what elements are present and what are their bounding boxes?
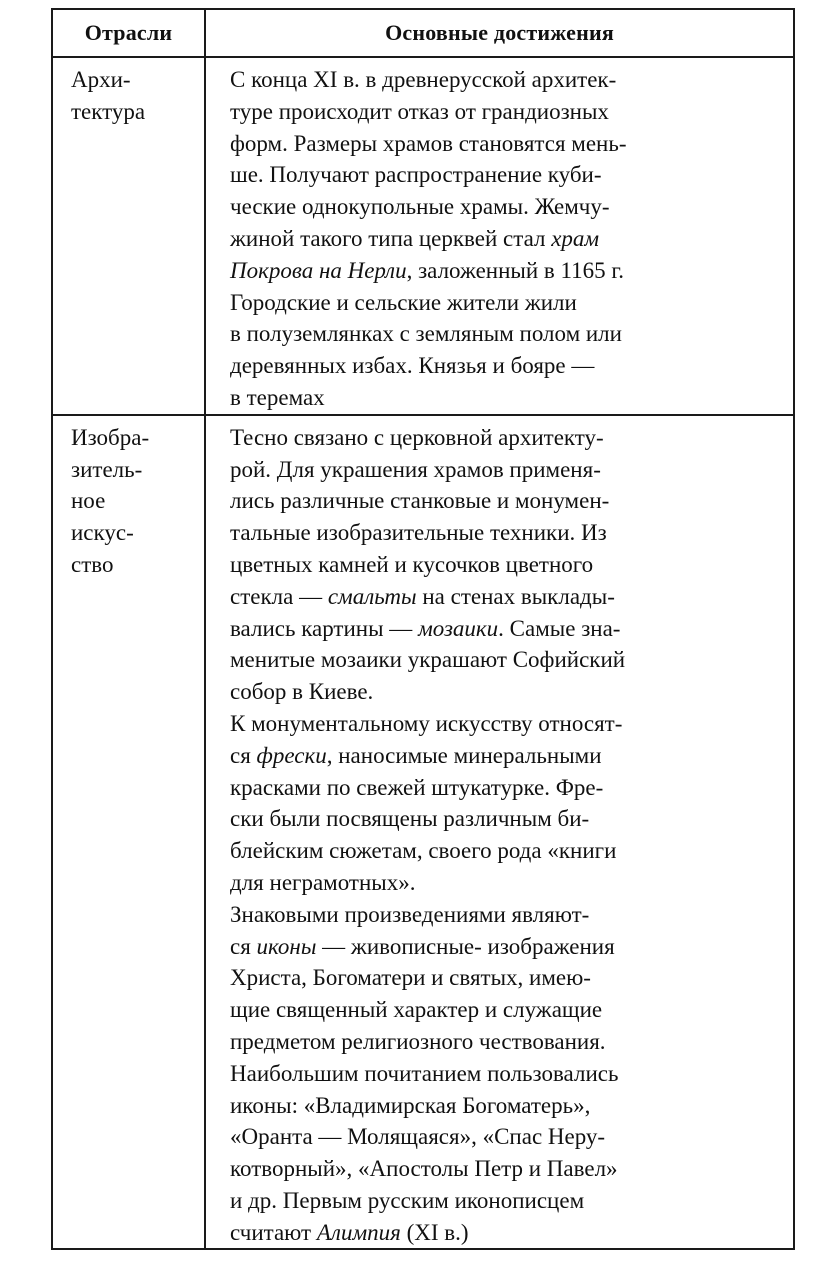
- text-segment: вались картины —: [230, 615, 419, 641]
- text-line: [230, 350, 793, 382]
- text-segment: — живописные- изображения: [316, 933, 615, 959]
- table-row-fine-art: [52, 415, 794, 1250]
- text-line: [230, 454, 793, 486]
- table-row-architecture: [52, 57, 794, 415]
- branch-line: ное: [71, 488, 106, 514]
- text-segment: для неграмотных».: [230, 869, 416, 895]
- text-line: [230, 899, 793, 931]
- text-line: [230, 931, 793, 963]
- text-segment: Тесно связано с церковной архитекту-: [230, 424, 604, 450]
- text-segment: лись различные станковые и монумен-: [230, 488, 610, 514]
- header-row: [52, 9, 794, 57]
- text-line: [230, 1058, 793, 1090]
- text-segment: жиной такого типа церквей стал: [230, 225, 552, 251]
- text-segment: ся: [230, 742, 257, 768]
- text-line: [230, 994, 793, 1026]
- achievements-cell: [205, 57, 794, 415]
- text-segment: стекла —: [230, 583, 328, 609]
- text-line: [230, 581, 793, 613]
- text-segment: рой. Для украшения храмов применя-: [230, 456, 601, 482]
- text-line: [230, 708, 793, 740]
- text-line: [230, 549, 793, 581]
- text-line: [230, 803, 793, 835]
- text-segment: щие священный характер и служащие: [230, 997, 603, 1023]
- text-line: [230, 191, 793, 223]
- text-line: [230, 772, 793, 804]
- text-line: [230, 422, 793, 454]
- text-line: [230, 1217, 793, 1249]
- achievements-cell: [205, 415, 794, 1250]
- text-segment: . Самые зна-: [498, 615, 621, 641]
- text-line: [230, 485, 793, 517]
- branch-line: зитель-: [71, 456, 143, 482]
- text-line: [230, 64, 793, 96]
- text-segment: деревянных избах. Князья и бояре —: [230, 353, 595, 379]
- branch-line: ство: [71, 551, 114, 577]
- branch-line: тектура: [71, 98, 146, 124]
- text-segment: , заложенный в 1165 г.: [406, 257, 624, 283]
- text-segment: и др. Первым русским иконописцем: [230, 1187, 585, 1213]
- italic-term: фрески: [256, 742, 327, 768]
- text-segment: Знаковыми произведениями являют-: [230, 901, 590, 927]
- text-line: [230, 96, 793, 128]
- text-segment: в полуземлянках с земляным полом или: [230, 321, 622, 347]
- text-line: [230, 517, 793, 549]
- text-line: [230, 255, 793, 287]
- text-segment: красками по свежей штукатурке. Фре-: [230, 774, 604, 800]
- text-line: [230, 1185, 793, 1217]
- text-segment: ше. Получают распространение куби-: [230, 162, 602, 188]
- text-segment: ческие однокупольные храмы. Жемчу-: [230, 194, 610, 220]
- text-line: [230, 382, 793, 414]
- italic-term: смальты: [327, 583, 417, 609]
- achievements-table: [51, 8, 795, 1250]
- text-line: [230, 1121, 793, 1153]
- text-line: [230, 962, 793, 994]
- text-segment: собор в Киеве.: [230, 679, 374, 705]
- text-line: [230, 1153, 793, 1185]
- text-segment: тальные изобразительные техники. Из: [230, 520, 607, 546]
- text-segment: в теремах: [230, 384, 325, 410]
- text-line: [230, 867, 793, 899]
- text-line: [230, 159, 793, 191]
- text-segment: менитые мозаики украшают Софийский: [230, 647, 626, 673]
- text-segment: Христа, Богоматери и святых, имею-: [230, 965, 591, 991]
- text-segment: ся: [230, 933, 257, 959]
- text-segment: К монументальному искусству относят-: [230, 710, 623, 736]
- branch-cell: [52, 57, 205, 415]
- text-segment: туре происходит отказ от грандиозных: [230, 98, 609, 124]
- text-line: [230, 613, 793, 645]
- text-segment: С конца XI в. в древнерусской архитек-: [230, 67, 617, 92]
- header-achievements: Основные достижения: [205, 9, 794, 57]
- text-segment: , наносимые минеральными: [326, 742, 602, 768]
- text-segment: котворный», «Апостолы Петр и Павел»: [230, 1156, 618, 1182]
- text-line: [230, 318, 793, 350]
- italic-term: мозаики: [418, 615, 499, 641]
- text-segment: считают: [230, 1219, 317, 1245]
- text-segment: (XI в.): [400, 1219, 469, 1245]
- branch-line: искус-: [71, 520, 134, 546]
- text-segment: иконы: «Владимирская Богоматерь»,: [230, 1092, 591, 1118]
- italic-term: храм: [551, 225, 600, 251]
- header-branches: Отрасли: [52, 9, 205, 57]
- italic-term: Покрова на Нерли: [230, 257, 407, 283]
- branch-line: Архи-: [71, 67, 131, 92]
- text-line: [230, 287, 793, 319]
- text-line: [230, 223, 793, 255]
- text-line: [230, 676, 793, 708]
- italic-term: Алимпия: [316, 1219, 401, 1245]
- text-line: [230, 740, 793, 772]
- text-line: [230, 644, 793, 676]
- text-line: [230, 128, 793, 160]
- text-segment: цветных камней и кусочков цветного: [230, 551, 594, 577]
- text-segment: «Оранта — Молящаяся», «Спас Неру-: [230, 1124, 606, 1150]
- text-segment: ски были посвящены различным би-: [230, 806, 590, 832]
- text-segment: предметом религиозного чествования.: [230, 1028, 606, 1054]
- branch-line: Изобра-: [71, 424, 150, 450]
- branch-cell: [52, 415, 205, 1250]
- text-segment: Наибольшим почитанием пользовались: [230, 1060, 619, 1086]
- text-segment: на стенах выклады-: [416, 583, 615, 609]
- italic-term: иконы: [256, 933, 317, 959]
- text-line: [230, 1026, 793, 1058]
- text-line: [230, 1090, 793, 1122]
- text-segment: форм. Размеры храмов становятся мень-: [230, 130, 627, 156]
- text-line: [230, 835, 793, 867]
- text-segment: блейским сюжетам, своего рода «книги: [230, 838, 617, 864]
- text-segment: Городские и сельские жители жили: [230, 289, 577, 315]
